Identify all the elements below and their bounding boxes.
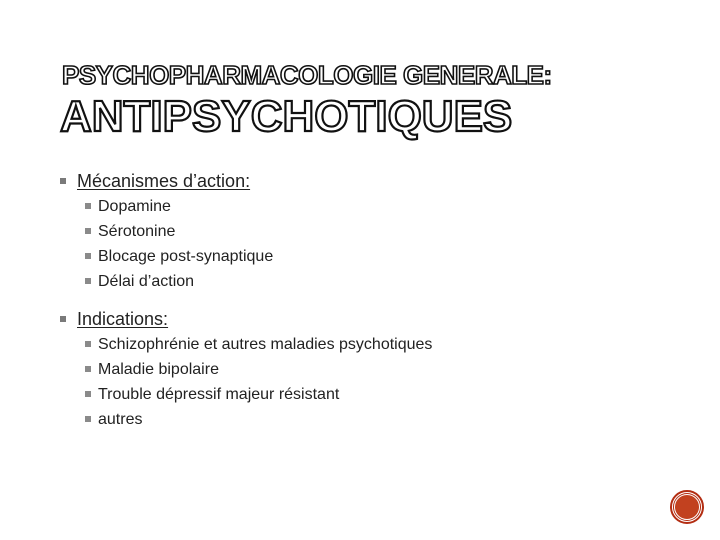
indications-list: [60, 332, 660, 432]
slide-title-line1: PSYCHOPHARMACOLOGIE GENERALE:: [62, 60, 552, 90]
list-item: [85, 357, 660, 382]
list-item: [85, 244, 660, 269]
list-item: [85, 332, 660, 357]
list-item: [85, 194, 660, 219]
slide-content: [60, 170, 660, 432]
list-item: [85, 407, 660, 432]
section-heading: Indications:: [77, 309, 169, 329]
list-item-label: Dopamine: [98, 198, 171, 215]
list-item: [85, 219, 660, 244]
list-item-label: Trouble dépressif majeur résistant: [98, 386, 340, 403]
square-bullet-icon: [85, 228, 91, 234]
list-item-label: Maladie bipolaire: [98, 361, 219, 378]
square-bullet-icon: [60, 178, 66, 184]
list-item-label: Blocage post-synaptique: [98, 248, 274, 265]
mechanisms-list: [60, 194, 660, 294]
square-bullet-icon: [60, 316, 66, 322]
list-item-label: Schizophrénie et autres maladies psychotiques: [98, 336, 433, 353]
section-indications: [60, 308, 660, 330]
list-item-label: Délai d’action: [98, 273, 195, 290]
square-bullet-icon: [85, 278, 91, 284]
section-heading: Mécanismes d’action:: [77, 171, 251, 191]
section-spacer: [60, 294, 660, 308]
list-item-label: autres: [98, 411, 143, 428]
square-bullet-icon: [85, 391, 91, 397]
square-bullet-icon: [85, 341, 91, 347]
slide-nav-button[interactable]: [670, 490, 704, 524]
square-bullet-icon: [85, 203, 91, 209]
list-item: [85, 269, 660, 294]
square-bullet-icon: [85, 253, 91, 259]
section-mechanisms: [60, 170, 660, 192]
square-bullet-icon: [85, 416, 91, 422]
slide-title-line2: ANTIPSYCHOTIQUES: [60, 92, 513, 141]
square-bullet-icon: [85, 366, 91, 372]
circle-nav-icon: [674, 494, 700, 520]
list-item: [85, 382, 660, 407]
list-item-label: Sérotonine: [98, 223, 176, 240]
